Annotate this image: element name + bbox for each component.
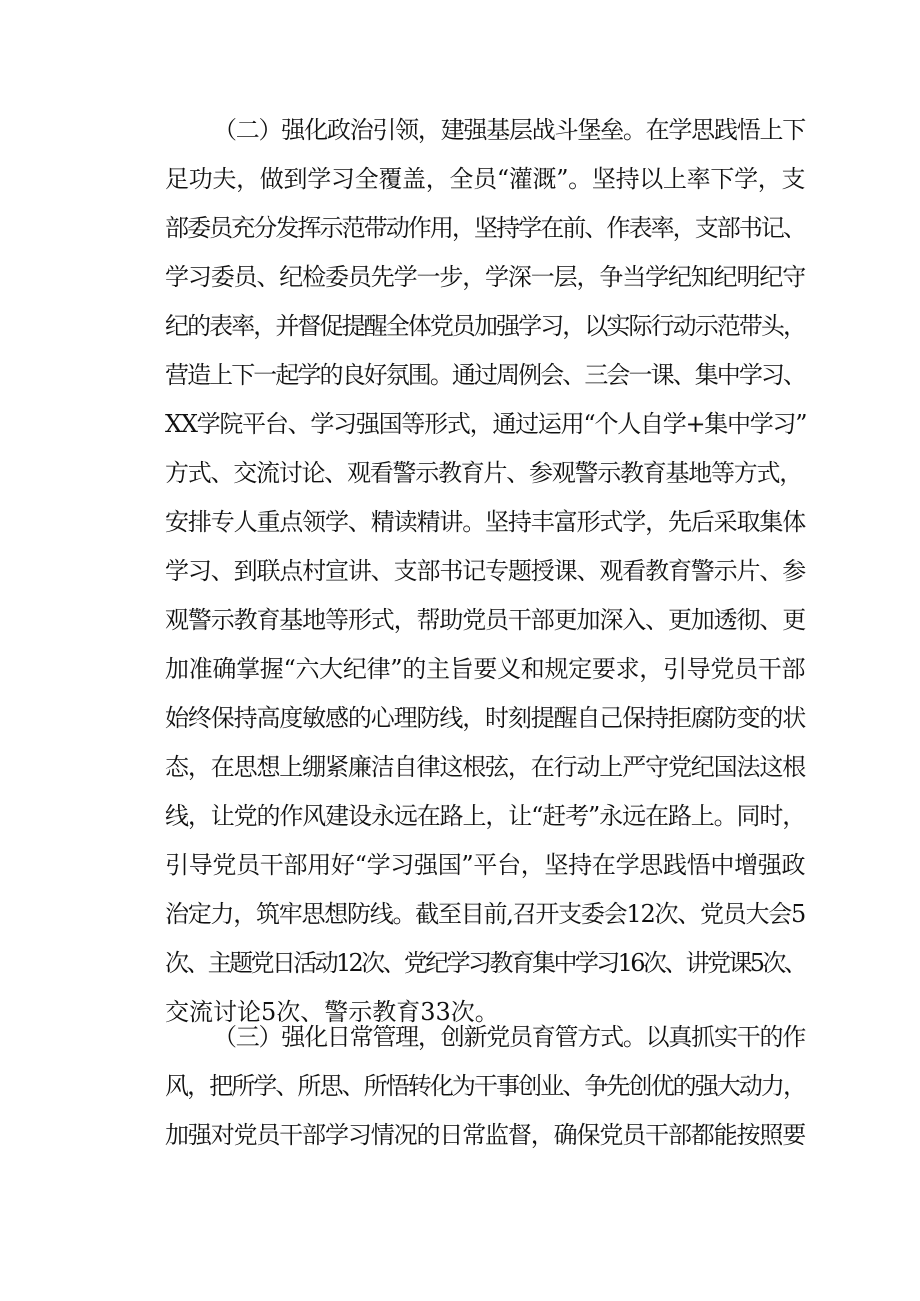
- paragraph-line: 交流讨论5次、警示教育33次。: [165, 998, 499, 1026]
- paragraph-line: 足功夫，做到学习全覆盖，全员“灌溉”。坚持以上率下学，支: [165, 165, 805, 193]
- paragraph-line: 营造上下一起学的良好氛围。通过周例会、三会一课、集中学习、: [165, 361, 805, 389]
- paragraph-line: （三）强化日常管理，创新党员育管方式。以真抓实干的作: [213, 1023, 805, 1051]
- paragraph-section-two: [165, 106, 805, 1037]
- paragraph-line: 始终保持高度敏感的心理防线，时刻提醒自己保持拒腐防变的状: [165, 704, 805, 732]
- paragraph-section-three: [165, 1013, 805, 1160]
- paragraph-line: 方式、交流讨论、观看警示教育片、参观警示教育基地等方式，: [165, 459, 802, 487]
- paragraph-line: 安排专人重点领学、精读精讲。坚持丰富形式学，先后采取集体: [165, 508, 805, 536]
- paragraph-line: 线，让党的作风建设永远在路上，让“赶考”永远在路上。同时，: [165, 802, 805, 830]
- paragraph-line: 学习委员、纪检委员先学一步，学深一层，争当学纪知纪明纪守: [165, 263, 805, 291]
- paragraph-line: 加准确掌握“六大纪律”的主旨要义和规定要求，引导党员干部: [165, 655, 805, 683]
- paragraph-line: 加强对党员干部学习情况的日常监督，确保党员干部都能按照要: [165, 1121, 805, 1149]
- paragraph-line: 风，把所学、所思、所悟转化为干事创业、争先创优的强大动力，: [165, 1072, 805, 1100]
- paragraph-line: 次、主题党日活动12次、党纪学习教育集中学习16次、讲党课5次、: [165, 949, 805, 977]
- paragraph-line: 部委员充分发挥示范带动作用，坚持学在前、作表率，支部书记、: [165, 214, 805, 242]
- paragraph-line: 纪的表率，并督促提醒全体党员加强学习，以实际行动示范带头，: [165, 312, 805, 340]
- paragraph-line: 学习、到联点村宣讲、支部书记专题授课、观看教育警示片、参: [165, 557, 805, 585]
- paragraph-line: XX学院平台、学习强国等形式，通过运用“个人自学+集中学习”: [165, 410, 807, 438]
- paragraph-line: 态，在思想上绷紧廉洁自律这根弦，在行动上严守党纪国法这根: [165, 753, 805, 781]
- paragraph-line: 治定力，筑牢思想防线。截至目前,召开支委会12次、党员大会5: [165, 900, 805, 928]
- paragraph-line: 观警示教育基地等形式，帮助党员干部更加深入、更加透彻、更: [165, 606, 805, 634]
- paragraph-line: 引导党员干部用好“学习强国”平台，坚持在学思践悟中增强政: [165, 851, 805, 879]
- paragraph-line: （二）强化政治引领，建强基层战斗堡垒。在学思践悟上下: [213, 116, 805, 144]
